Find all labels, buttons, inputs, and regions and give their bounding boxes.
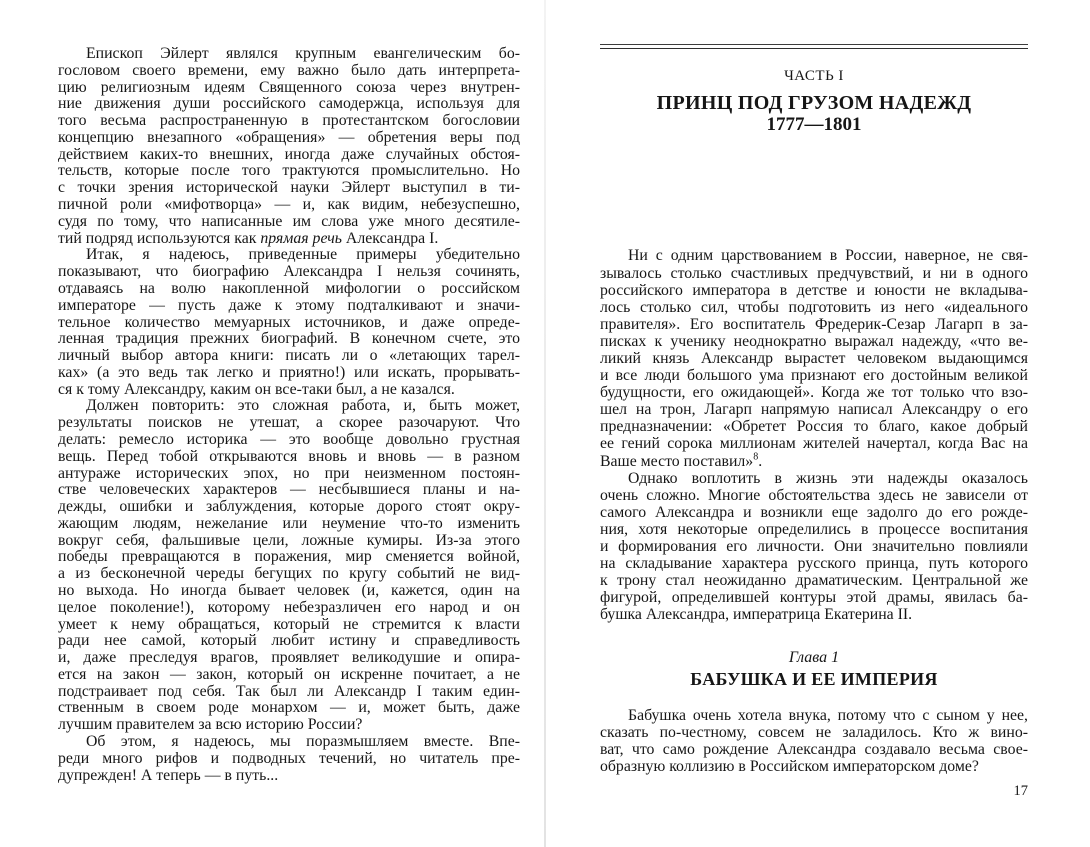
text-line: ется на закон — закон, который он искренне почитает, а не [58, 665, 520, 683]
text-line: тий подряд используются как прямая речь Александра I. [58, 229, 439, 247]
paragraph [58, 398, 520, 734]
left-page [58, 46, 520, 784]
paragraph [58, 734, 520, 784]
page-number: 17 [1013, 783, 1028, 800]
text-line: делать: ремесло историка — это вообще довольно грустная [58, 430, 520, 448]
text-line: к трону стал неожиданно драматическим. Центральной же [600, 572, 1028, 590]
text-line: российского императора в детстве и юности не вкладыва- [600, 281, 1028, 299]
text-line: но выхода. Но иногда бывает человек (и, кажется, один на [58, 582, 520, 599]
page-gutter-divider [544, 0, 546, 847]
right-page-text-before-chapter [600, 247, 1028, 623]
paragraph [58, 247, 520, 398]
text-line: Ваше место поставил»$^8$. [600, 451, 763, 470]
text-line: будущности, его ожидающей». Когда же тот только что взо- [600, 384, 1028, 402]
text-line: ее гений сорока миллионам жителей начертал, когда Вас на [600, 435, 1028, 453]
text-line: сказать по-честному, совсем не заладилось. Кто ж вино- [600, 723, 1028, 741]
text-line: реди много рифов и подводных течений, но читатель пре- [58, 749, 520, 767]
text-line: Итак, я надеюсь, приведенные примеры убедительно [86, 246, 520, 264]
text-line: ради нее самой, который любит истину и справедливость [58, 632, 520, 650]
text-line: правителя». Его воспитатель Фредерик-Сезар Лагарп в за- [600, 315, 1028, 333]
text-line: Должен повторить: это сложная работа, и, быть может, [86, 397, 520, 415]
chapter-title: БАБУШКА И ЕЕ ИМПЕРИЯ [690, 669, 938, 690]
text-line: Епископ Эйлерт являлся крупным евангелическим бо- [86, 45, 520, 62]
text-line: ват, что само рождение Александра создавало весьма свое- [600, 741, 1028, 759]
text-line: ся к тому Александру, каким он все-таки был, а не казался. [58, 380, 455, 398]
text-line: писках к ученику неоднократно выражал надежду, «что ве- [600, 332, 1028, 350]
right-page [600, 44, 1028, 800]
right-page-text-after-chapter [600, 707, 1028, 775]
text-line: Бабушка очень хотела внука, потому что с сыном у нее, [628, 706, 1028, 724]
text-line: ние движения души российского самодержца, используя для [58, 95, 520, 113]
paragraph [600, 247, 1028, 469]
text-line: антураже исторических эпох, но при неизменном постоян- [58, 464, 520, 482]
text-line: императоре — пусть даже к этому подталкивают и значи- [58, 296, 520, 314]
text-line: ликий князь Александр вырастет человеком выдающимся [600, 349, 1028, 367]
text-line: личный выбор автора книги: писать ли о «летающих тарел- [58, 347, 520, 365]
text-line: и, даже преследуя врагов, проявляет великодушие и опира- [58, 649, 520, 667]
text-line: а из бесконечной череды бегущих по кругу событий не вид- [58, 565, 520, 583]
text-line: цию религиозным идеям Священного союза через внутрен- [58, 78, 520, 96]
text-line: фигурой, определившей контуры этой драмы, явилась ба- [600, 589, 1028, 607]
text-line: тельств, которые после того трактуются промыслительно. Но [58, 162, 520, 180]
text-line: на складывание характера русского принца, путь которого [600, 555, 1028, 573]
text-line: ленная традиция прежних биографий. В конечном счете, это [58, 330, 520, 348]
emphasized-text: прямая речь [260, 229, 342, 247]
text-line: гословом своего времени, ему важно было дать интерпрета- [58, 61, 520, 79]
text-line: концепцию внезапного «обращения» — обретения веры под [58, 128, 520, 146]
text-line: ния, хотя некоторые определились в процессе воспитания [600, 520, 1028, 538]
text-line: пичной роли «мифотворца» — и, как видим, небезуспешно, [58, 196, 520, 214]
text-line: того весьма распространенную в протестантском богословии [58, 112, 520, 130]
text-line: тельное количество мемуарных источников, и даже опреде- [58, 313, 520, 331]
text-line: и формирования его личности. Они значительно повлияли [600, 538, 1028, 555]
part-label: ЧАСТЬ I [784, 68, 844, 84]
left-page-text [58, 46, 520, 784]
paragraph [58, 46, 520, 247]
text-line: с точки зрения исторической науки Эйлерт выступил в ти- [58, 179, 520, 197]
text-line: стве человеческих характеров — несбывшиеся планы и на- [58, 481, 520, 499]
text-line: жающим людям, нежелание или неумение что-то изменить [58, 514, 520, 532]
part-years: 1777—1801 [766, 114, 862, 136]
footnote-marker: 8 [753, 451, 759, 463]
text-line: показывают, что биографию Александра I нельзя сочинять, [58, 263, 520, 281]
text-line: зывалось столько счастливых предчувствий, и ни в одного [600, 264, 1028, 282]
text-line: вокруг себя, фальшивые цели, ложные кумиры. Из-за этого [58, 531, 520, 549]
text-line: победы превращаются в поражения, мир сменяется войной, [58, 548, 520, 566]
text-line: дупрежден! А теперь — в путь... [58, 766, 279, 784]
text-line: очень сложно. Многие обстоятельства здесь не зависели от [600, 486, 1028, 504]
text-line: ках» (а это ведь так легко и приятно!) или искать, прорывать- [58, 363, 520, 381]
text-line: Об этом, я надеюсь, мы поразмышляем вместе. Впе- [86, 733, 520, 751]
text-line: судя по тому, что написанные им слова уже много десятиле- [58, 212, 520, 230]
text-line: ственным в своем роде монархом — и, может быть, даже [58, 699, 520, 717]
text-line: подстраивает под себя. Так был ли Александр I таким един- [58, 682, 520, 700]
text-line: умеет к нему обращаться, который не стремится к власти [58, 615, 520, 633]
text-line: Однако воплотить в жизнь эти надежды оказалось [628, 469, 1028, 487]
chapter-label: Глава 1 [788, 649, 840, 667]
text-line: предназначении: «Обретет Россия то благо, какое добрый [600, 418, 1028, 436]
text-line: бушка Александра, императрица Екатерина II. [600, 606, 913, 624]
text-line: отдаваясь на волю накопленной мифологии о российском [58, 279, 520, 297]
text-line: шел на трон, Лагарп напрямую написал Александру о его [600, 401, 1028, 419]
text-line: и все люди большого ума признают его достойным великой [600, 367, 1028, 385]
text-line: самого Александра и возникли еще задолго до его рожде- [600, 503, 1028, 521]
text-line: образную коллизию в Российском императорском доме? [600, 758, 979, 776]
text-line: лось столько сил, чтобы подготовить из него «идеального [600, 298, 1028, 316]
paragraph [600, 470, 1028, 624]
text-line: целое поколение!), которому небезразличен его народ и он [58, 598, 520, 616]
text-line: действием каких-то внешних, иногда даже случайных обстоя- [58, 145, 520, 163]
text-line: результаты поисков не утешат, а скорее разочаруют. Что [58, 414, 520, 432]
text-line: дежды, ошибки и заблуждения, которые дорого стоят окру- [58, 498, 520, 516]
text-line: вещь. Перед тобой открываются вновь и вновь — в разном [58, 447, 520, 465]
text-line: Ни с одним царствованием в России, наверное, не свя- [628, 247, 1028, 265]
part-header-rule [600, 44, 1028, 49]
text-line: лучшим правителем за всю историю России? [58, 716, 363, 734]
part-title: ПРИНЦ ПОД ГРУЗОМ НАДЕЖД [656, 91, 972, 114]
paragraph [600, 707, 1028, 775]
